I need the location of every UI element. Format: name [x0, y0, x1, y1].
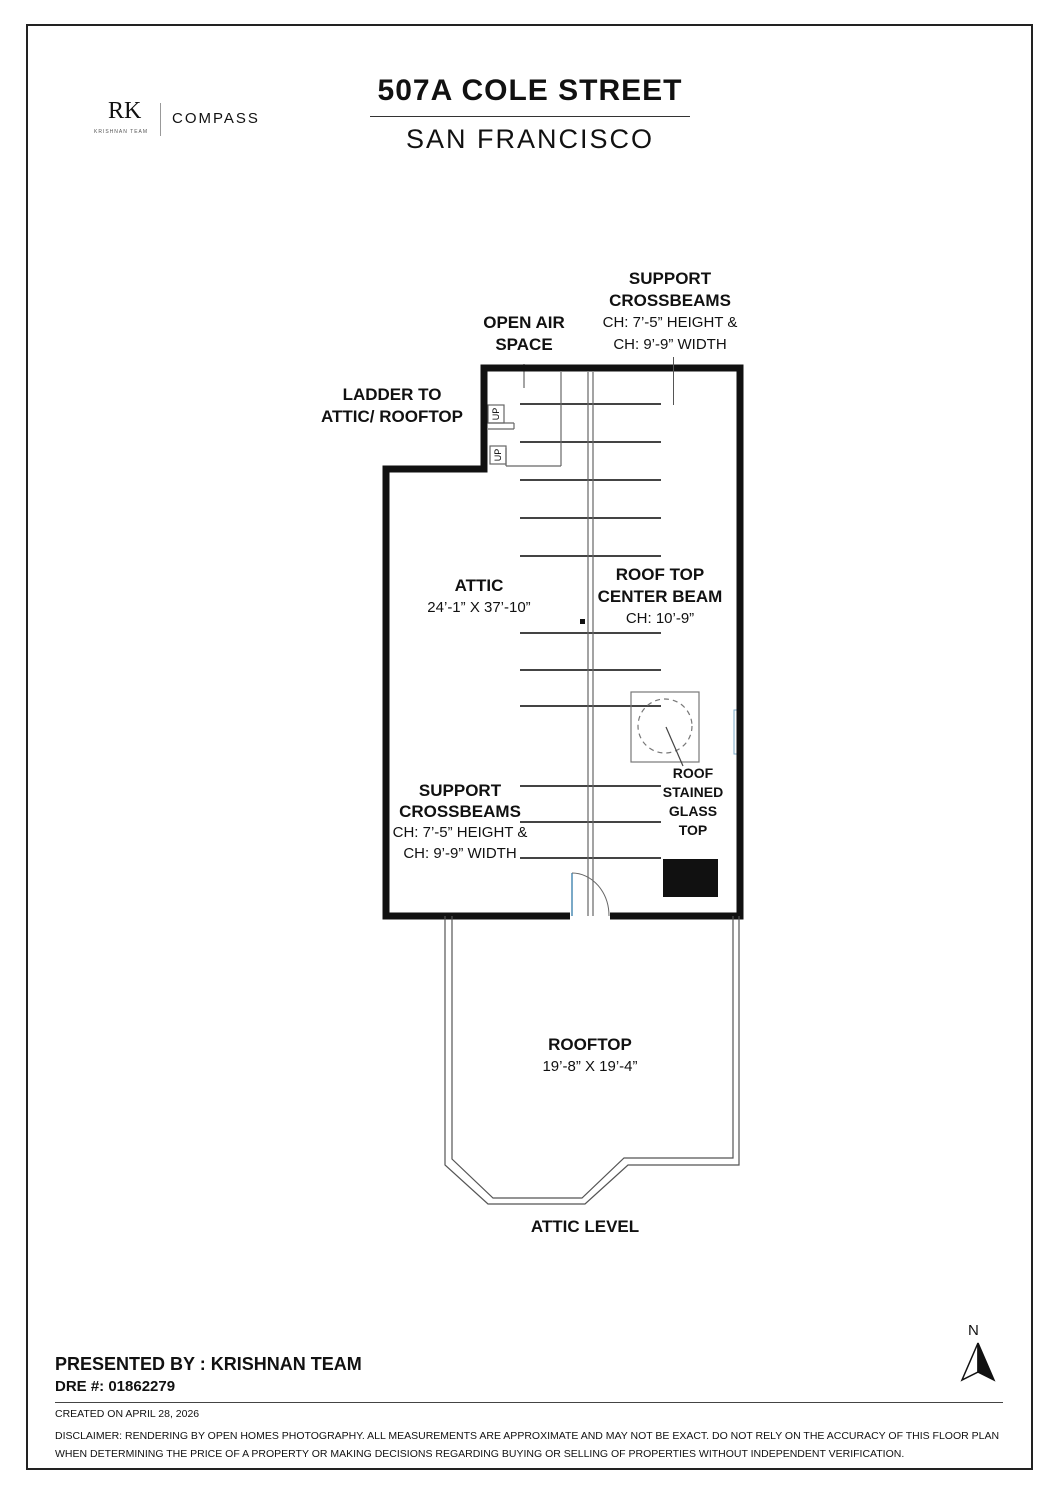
up-label: UP: [491, 407, 501, 421]
dre-number: DRE #: 01862279: [55, 1378, 176, 1395]
footer-rule: [55, 1402, 1003, 1403]
presented-by: PRESENTED BY : KRISHNAN TEAM: [55, 1354, 362, 1374]
support-crossbeams-top-label: SUPPORT CROSSBEAMS CH: 7’-5” HEIGHT & CH: 9’-9” WIDTH: [602, 269, 738, 353]
attic-label: ATTIC 24’-1” X 37’-10”: [427, 576, 531, 616]
up-label: UP: [493, 448, 503, 462]
crossbeams: [520, 404, 661, 858]
open-air-space-label: OPEN AIR SPACE: [483, 313, 565, 354]
compass-logo: COMPASS: [172, 110, 260, 127]
created-date: CREATED ON APRIL 28, 2026: [55, 1408, 200, 1420]
disclaimer: DISCLAIMER: RENDERING BY OPEN HOMES PHOTOGRAPHY. ALL MEASUREMENTS ARE APPROXIMATE AND MAY NOT BE EXACT. DO NOT RELY ON THE ACCURACY OF THIS FLOOR PLAN WHEN DETERMINING THE PRICE OF A PROPERTY OR MAKING DECISIONS REGARDING BUYING OR SELLING OF PROPERTIES WITHOUT INDEPENDENT VERIFICATION.: [55, 1430, 1000, 1460]
crossbeam-leader: [673, 357, 674, 405]
north-arrow-icon: [962, 1343, 994, 1380]
center-beam: [588, 372, 593, 916]
rooftop-label: ROOFTOP 19’-8” X 19’-4”: [542, 1035, 638, 1075]
property-address: 507A COLE STREET: [377, 74, 683, 107]
skylight-leader: [666, 727, 683, 766]
level-label: ATTIC LEVEL: [530, 1217, 640, 1236]
roof-stained-glass-label: ROOF STAINED GLASS TOP: [662, 765, 724, 838]
north-label: N: [968, 1322, 979, 1339]
support-crossbeams-bottom-label: SUPPORT CROSSBEAMS CH: 7’-5” HEIGHT & CH: 9’-9” WIDTH: [392, 781, 528, 862]
property-city: SAN FRANCISCO: [405, 124, 655, 154]
skylight-frame: [631, 692, 699, 762]
beam-post: [580, 619, 585, 624]
door-swing: [572, 873, 609, 916]
krishnan-team-monogram: RK: [108, 98, 142, 124]
roof-top-center-beam-label: ROOF TOP CENTER BEAM CH: 10’-9”: [597, 565, 723, 627]
krishnan-team-wordmark: KRISHNAN TEAM: [94, 129, 149, 135]
black-fixture: [663, 859, 718, 897]
skylight-dome: [638, 699, 692, 753]
ladder-label: LADDER TO ATTIC/ ROOFTOP: [321, 385, 463, 426]
